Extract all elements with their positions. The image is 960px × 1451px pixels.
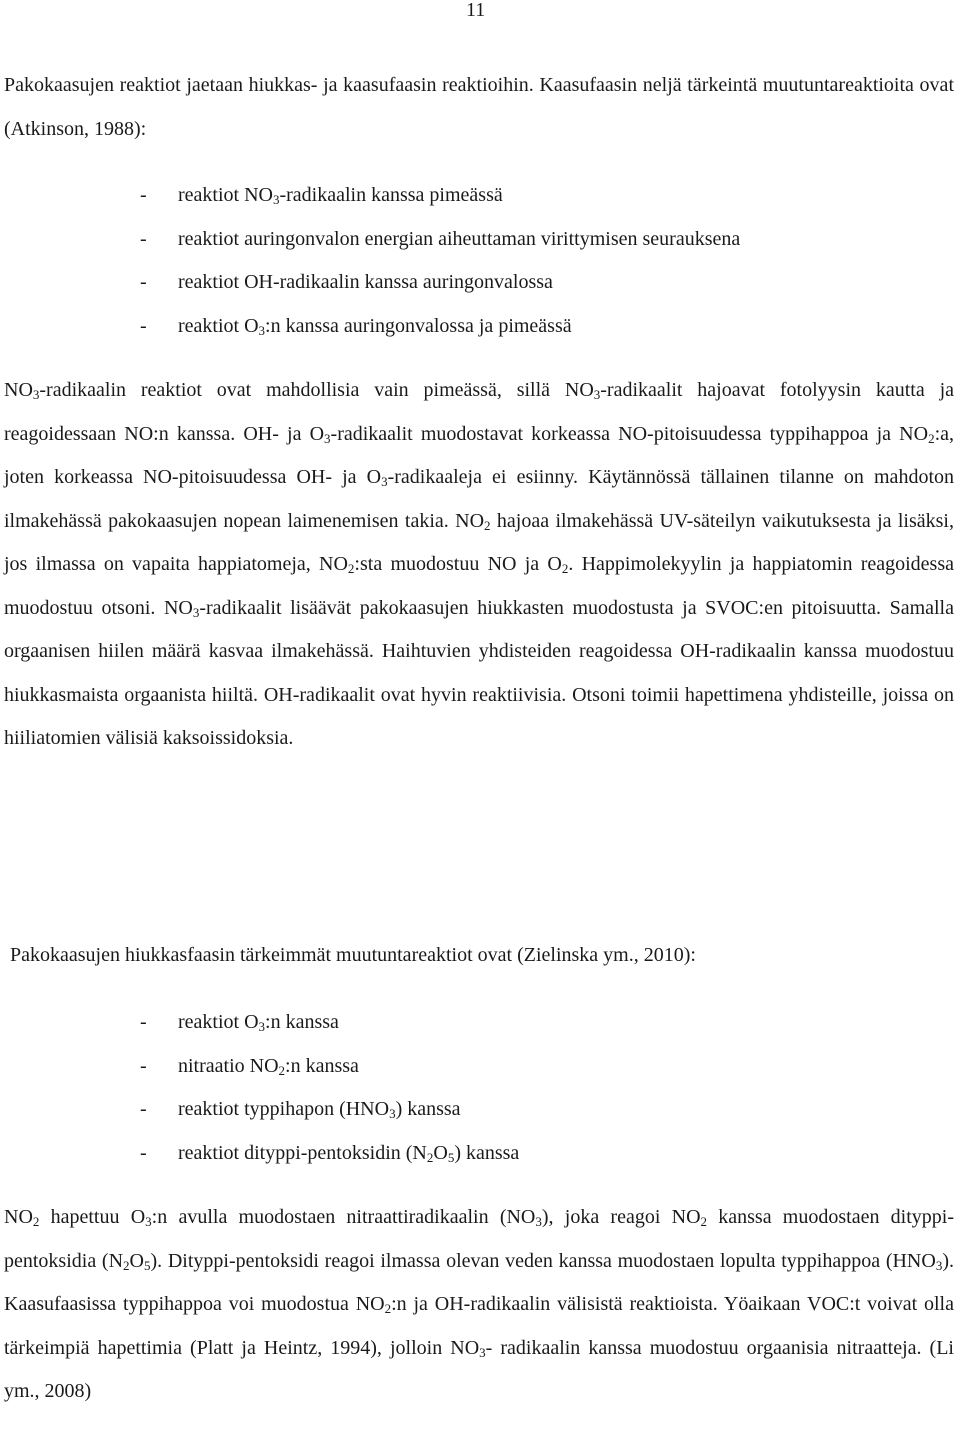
list-dash: -: [140, 1098, 147, 1120]
list-dash: -: [140, 314, 147, 337]
list-item: - reaktiot typpihapon $(HNO_3)$ kanssa: [140, 1088, 519, 1132]
intro-paragraph: Pakokaasujen reaktiot jaetaan hiukkas- ja kaasufaasin reaktioihin. Kaasufaasin neljä tärkeintä muutuntareaktioita ovat (Atkinson, 1988):: [4, 74, 954, 140]
list-item: - reaktiot OH-radikaalin kanssa auringonvalossa: [140, 261, 740, 305]
particle-phase-intro: Pakokaasujen hiukkasfaasin tärkeimmät muutuntareaktiot ovat (Zielinska ym., 2010):: [10, 944, 696, 966]
list-item: - reaktiot dityppi-pentoksidin $(N_2O_5)$ kanssa: [140, 1132, 519, 1176]
list-item: - nitraatio $NO_2:n$ kanssa: [140, 1045, 519, 1089]
list-dash: -: [140, 1141, 147, 1164]
list-item: - reaktiot $O_3:n$ kanssa: [140, 1001, 519, 1045]
gas-phase-reaction-list: [140, 174, 740, 348]
list-dash: -: [140, 1011, 147, 1033]
page-number: 11: [466, 0, 486, 21]
gas-phase-paragraph: $NO_3$-radikaalin reaktiot ovat mahdollisia vain pimeässä, sillä $NO_3$-radikaalit hajoavat fotolyysin kautta ja reagoidessaan NO:n kanssa. OH- ja $O_3$-radikaalit muodostavat korkeassa NO-pitoisuudessa typpihappoa ja $NO_2:a$, joten korkeassa NO-pitoisuudessa OH- ja $O_3$-radikaaleja ei esiinny. Käytännössä tällainen tilanne on mahdoton ilmakehässä pakokaasujen nopean laimenemisen takia. $NO_2$ hajoaa ilmakehässä UV-säteilyn vaikutuksesta ja lisäksi, jos ilmassa on vapaita happiatomeja, $NO_2:sta$ muodostuu NO ja $O_2$. Happimolekyylin ja happiatomin reagoidessa muodostuu otsoni. $NO_3$-radikaalit lisäävät pakokaasujen hiukkasten muodostusta ja SVOC:en pitoisuutta. Samalla orgaanisen hiilen määrä kasvaa ilmakehässä. Haihtuvien yhdisteiden reagoidessa OH-radikaalin kanssa muodostuu hiukkasmaista orgaanista hiiltä. OH-radikaalit ovat hyvin reaktiivisia. Otsoni toimii hapettimena yhdisteille, joissa on hiiliatomien välisiä kaksoissidoksia.: [4, 379, 955, 749]
particle-phase-reaction-list: [140, 1001, 519, 1175]
particle-phase-paragraph: $NO_2$ hapettuu $O_3:n$ avulla muodostaen nitraattiradikaalin $(NO_3)$, joka reagoi $NO_2$ kanssa muodostaen dityppi-pentoksidia $(N_2O_5)$. Dityppi-pentoksidi reagoi ilmassa olevan veden kanssa muodostaen lopulta typpihappoa $(HNO_3)$. Kaasufaasissa typpihappoa voi muodostua $NO_2:n$ ja OH-radikaalin välisistä reaktioista. Yöaikaan VOC:t voivat olla tärkeimpiä hapettimia (Platt ja Heintz, 1994), jolloin $NO_3-$ radikaalin kanssa muodostuu orgaanisia nitraatteja. (Li ym., 2008): [4, 1206, 955, 1402]
list-item: - reaktiot auringonvalon energian aiheuttaman virittymisen seurauksena: [140, 218, 740, 262]
list-item: - reaktiot $NO_3$-radikaalin kanssa pimeässä: [140, 174, 740, 218]
list-dash: -: [140, 184, 147, 206]
list-dash: -: [140, 227, 147, 250]
list-dash: -: [140, 271, 147, 293]
list-item: - reaktiot $O_3:n$ kanssa auringonvalossa ja pimeässä: [140, 305, 740, 349]
list-dash: -: [140, 1054, 147, 1077]
